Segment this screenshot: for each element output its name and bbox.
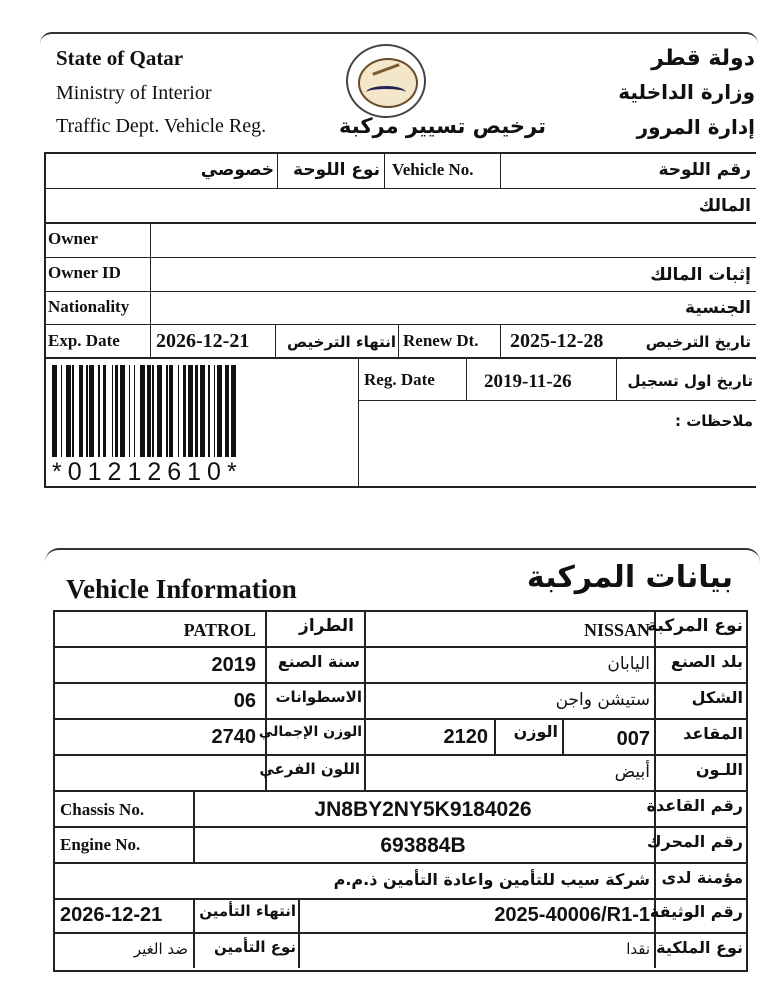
registration-barcode — [52, 365, 344, 457]
year-label-ar: سنة الصنع — [277, 652, 360, 671]
qatar-emblem-icon — [346, 44, 426, 118]
state-name-ar: دولة قطر — [651, 46, 755, 71]
barcode-bar — [147, 365, 150, 457]
gross-weight-value: 2740 — [211, 726, 256, 748]
rule — [298, 898, 300, 968]
rule — [466, 358, 467, 400]
vehicle-info-title-ar: بيانات المركبة — [526, 560, 733, 595]
owner-id-label-ar: إثبات المالك — [650, 265, 751, 285]
rule — [53, 718, 746, 720]
barcode-bar — [72, 365, 74, 457]
rule — [44, 188, 756, 189]
weight-label-ar: الوزن — [513, 722, 558, 741]
insurer-value: شركة سيب للتأمين واعادة التأمين ذ.م.م — [333, 870, 650, 889]
barcode-bar — [169, 365, 172, 457]
engine-label-ar: رقم المحرك — [646, 832, 743, 851]
insurance-type-label-ar: نوع التأمين — [214, 938, 296, 956]
renew-date-value: 2025-12-28 — [510, 330, 604, 352]
barcode-bar — [200, 365, 205, 457]
document-title-ar: ترخيص تسيير مركبة — [339, 114, 546, 138]
insurance-type-value: ضد الغير — [133, 940, 188, 958]
rule — [150, 222, 151, 358]
model-value: PATROL — [183, 620, 256, 640]
barcode-bar — [115, 365, 118, 457]
rule — [500, 324, 501, 358]
notes-label-ar: ملاحظات : — [674, 412, 753, 430]
barcode-bar — [208, 365, 210, 457]
rule — [193, 898, 195, 968]
ministry-name-en: Ministry of Interior — [56, 82, 212, 104]
rule — [500, 152, 501, 188]
country-value: اليابان — [607, 654, 650, 674]
insurer-label-ar: مؤمنة لدى — [661, 868, 743, 887]
barcode-bar — [86, 365, 88, 457]
barcode-number: *01212610* — [52, 458, 243, 486]
ministry-name-ar: وزارة الداخلية — [618, 80, 755, 104]
barcode-bar — [140, 365, 145, 457]
rule — [654, 610, 656, 792]
make-value: NISSAN — [583, 620, 650, 640]
barcode-bar — [66, 365, 71, 457]
engine-value: 693884B — [380, 834, 466, 857]
state-name-en: State of Qatar — [56, 46, 184, 70]
gross-weight-label-ar: الوزن الإجمالي — [258, 724, 362, 740]
barcode-bar — [178, 365, 180, 457]
nationality-label: Nationality — [48, 297, 130, 316]
sub-color-label-ar: اللون الفرعي — [259, 760, 360, 778]
make-label-ar: نوع المركبة — [647, 616, 743, 636]
rule — [277, 152, 278, 188]
rule — [358, 400, 756, 401]
rule — [275, 324, 276, 358]
barcode-bar — [152, 365, 154, 457]
engine-label: Engine No. — [60, 835, 141, 854]
rule — [53, 682, 746, 684]
rule — [44, 152, 756, 154]
rule — [398, 324, 399, 358]
cylinders-value: 06 — [233, 690, 256, 712]
rule — [53, 932, 746, 934]
shape-value: ستيشن واجن — [555, 690, 650, 710]
chassis-label: Chassis No. — [60, 800, 145, 819]
barcode-bar — [134, 365, 136, 457]
barcode-bar — [98, 365, 100, 457]
rule — [53, 898, 746, 900]
barcode-bar — [188, 365, 193, 457]
seats-value: 007 — [616, 728, 650, 750]
year-value: 2019 — [211, 654, 256, 676]
rule — [616, 358, 617, 400]
barcode-bar — [183, 365, 186, 457]
policy-value: 2025-40006/R1-1 — [494, 904, 650, 926]
barcode-bar — [225, 365, 228, 457]
rule — [358, 358, 359, 488]
plate-type-label-ar: نوع اللوحة — [293, 160, 380, 180]
shape-label-ar: الشكل — [691, 688, 743, 707]
color-label-ar: اللـون — [695, 760, 743, 779]
reg-date-value: 2019-11-26 — [484, 371, 572, 392]
ownership-value: نقدا — [626, 940, 650, 958]
barcode-bar — [166, 365, 168, 457]
nationality-label-ar: الجنسية — [685, 298, 751, 318]
department-name-en: Traffic Dept. Vehicle Reg. — [56, 115, 267, 137]
department-name-ar: إدارة المرور — [636, 115, 755, 139]
plate-no-label-ar: رقم اللوحة — [658, 160, 751, 180]
vehicle-info-title-en: Vehicle Information — [66, 574, 297, 604]
barcode-bar — [217, 365, 222, 457]
chassis-label-ar: رقم القاعدة — [646, 796, 743, 815]
chassis-value: JN8BY2NY5K9184026 — [314, 798, 532, 821]
country-label-ar: بلد الصنع — [670, 652, 743, 671]
rule — [562, 718, 564, 754]
ownership-label-ar: نوع الملكية — [656, 938, 743, 957]
rule — [53, 754, 746, 756]
rule — [53, 646, 746, 648]
insurance-expiry-value: 2026-12-21 — [60, 904, 163, 926]
rule — [654, 862, 656, 898]
owner-label-ar: المالك — [698, 196, 751, 216]
barcode-bar — [112, 365, 114, 457]
weight-value: 2120 — [443, 726, 488, 748]
rule — [53, 862, 746, 864]
barcode-bar — [89, 365, 94, 457]
renew-date-label: Renew Dt. — [403, 331, 479, 350]
exp-date-value: 2026-12-21 — [156, 330, 250, 352]
owner-id-label: Owner ID — [48, 263, 121, 282]
barcode-bar — [61, 365, 63, 457]
rule — [53, 790, 746, 792]
barcode-bar — [157, 365, 162, 457]
color-value: أبيض — [614, 762, 650, 782]
policy-label-ar: رقم الوثيقة — [649, 902, 743, 921]
vehicle-no-label: Vehicle No. — [392, 160, 474, 179]
cylinders-label-ar: الاسطوانات — [275, 688, 362, 706]
rule — [193, 790, 195, 862]
exp-date-label-ar: انتهاء الترخيص — [287, 333, 396, 351]
barcode-bar — [231, 365, 236, 457]
barcode-bar — [129, 365, 131, 457]
renew-date-label-ar: تاريخ الترخيص — [645, 333, 751, 351]
barcode-bar — [79, 365, 82, 457]
registration-card-border — [40, 32, 758, 44]
rule — [53, 826, 746, 828]
plate-type-value: خصوصي — [200, 160, 274, 180]
barcode-bar — [52, 365, 57, 457]
barcode-bar — [103, 365, 106, 457]
barcode-bar — [195, 365, 198, 457]
reg-date-label: Reg. Date — [364, 370, 435, 389]
rule — [384, 152, 385, 188]
reg-date-label-ar: تاريخ اول تسجيل — [627, 372, 753, 390]
barcode-bar — [120, 365, 125, 457]
exp-date-label: Exp. Date — [48, 331, 120, 350]
rule — [494, 718, 496, 754]
owner-label: Owner — [48, 229, 99, 248]
rule — [44, 152, 46, 488]
seats-label-ar: المقاعد — [683, 724, 743, 743]
model-label-ar: الطراز — [299, 616, 354, 636]
insurance-expiry-label-ar: انتهاء التأمين — [199, 902, 296, 920]
barcode-bar — [214, 365, 216, 457]
rule — [364, 610, 366, 792]
